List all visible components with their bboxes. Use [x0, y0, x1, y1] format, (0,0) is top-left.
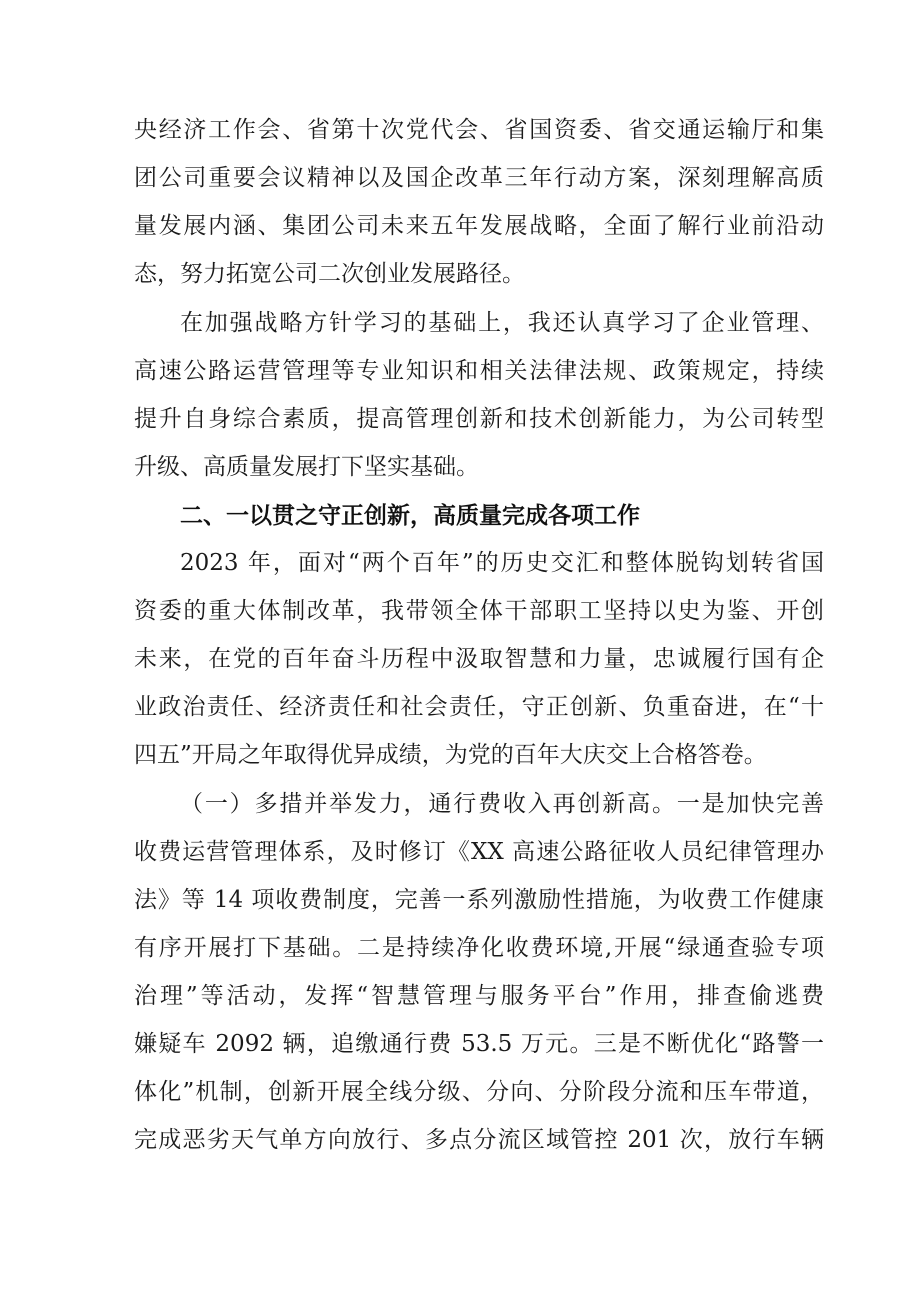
paragraph-line: 有序开展打下基础。二是持续净化收费环境,开展“绿通查验专项 — [134, 935, 824, 961]
paragraph-line: 升级、高质量发展打下坚实基础。 — [134, 454, 479, 480]
paragraph-line: 业政治责任、经济责任和社会责任，守正创新、负重奋进，在“十 — [134, 694, 824, 720]
paragraph-line: 完成恶劣天气单方向放行、多点分流区域管控 201 次，放行车辆 — [134, 1127, 824, 1153]
section-heading: 二、一以贯之守正创新，高质量完成各项工作 — [180, 503, 640, 529]
paragraph-line: 在加强战略方针学习的基础上，我还认真学习了企业管理、 — [180, 310, 824, 336]
paragraph-line: 量发展内涵、集团公司未来五年发展战略，全面了解行业前沿动 — [134, 213, 824, 239]
paragraph-line: 态，努力拓宽公司二次创业发展路径。 — [134, 261, 525, 287]
paragraph-line: 收费运营管理体系，及时修订《XX 高速公路征收人员纪律管理办 — [134, 839, 824, 865]
paragraph-line: 高速公路运营管理等专业知识和相关法律法规、政策规定，持续 — [134, 358, 824, 384]
paragraph-line: 四五”开局之年取得优异成绩，为党的百年大庆交上合格答卷。 — [134, 742, 767, 768]
paragraph-line: 央经济工作会、省第十次党代会、省国资委、省交通运输厅和集 — [134, 117, 824, 143]
paragraph-line: （一）多措并举发力，通行费收入再创新高。一是加快完善 — [180, 791, 824, 817]
paragraph-line: 未来，在党的百年奋斗历程中汲取智慧和力量，忠诚履行国有企 — [134, 646, 824, 672]
paragraph-line: 提升自身综合素质，提高管理创新和技术创新能力，为公司转型 — [134, 406, 824, 432]
paragraph-line: 团公司重要会议精神以及国企改革三年行动方案，深刻理解高质 — [134, 165, 824, 191]
paragraph-line: 嫌疑车 2092 辆，追缴通行费 53.5 万元。三是不断优化“路警一 — [134, 1031, 824, 1057]
paragraph-line: 法》等 14 项收费制度，完善一系列激励性措施，为收费工作健康 — [134, 887, 824, 913]
paragraph-line: 资委的重大体制改革，我带领全体干部职工坚持以史为鉴、开创 — [134, 598, 824, 624]
paragraph-line: 2023 年，面对“两个百年”的历史交汇和整体脱钩划转省国 — [180, 550, 824, 576]
paragraph-line: 治理”等活动，发挥“智慧管理与服务平台”作用，排查偷逃费 — [134, 983, 824, 1009]
paragraph-line: 体化”机制，创新开展全线分级、分向、分阶段分流和压车带道， — [134, 1079, 824, 1105]
